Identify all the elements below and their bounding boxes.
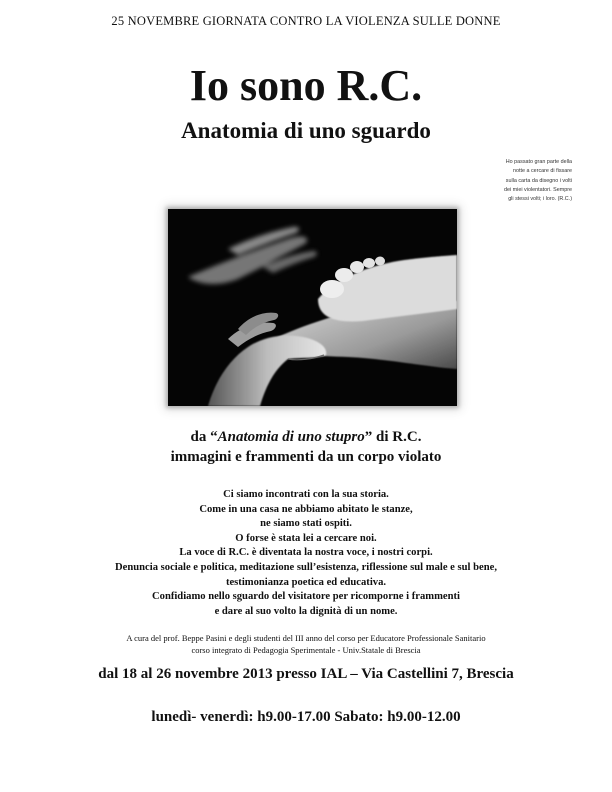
poster-photo xyxy=(168,209,457,406)
side-quote-line: notte a cercare di fissare xyxy=(512,168,572,175)
description-line: Ci siamo incontrati con la sua storia. xyxy=(223,489,389,500)
side-quote-line: sulla carta da disegno i volti xyxy=(505,177,572,184)
side-quote-line: dei miei violentatori. Sempre xyxy=(503,186,572,193)
source-work-line xyxy=(0,427,612,447)
opening-hours: lunedì- venerdì: h9.00-17.00 Sabato: h9.00-12.00 xyxy=(151,709,461,725)
event-dates-venue: dal 18 al 26 novembre 2013 presso IAL – Via Castellini 7, Brescia xyxy=(98,666,514,682)
event-header-line: 25 NOVEMBRE GIORNATA CONTRO LA VIOLENZA SULLE DONNE xyxy=(111,14,501,28)
credits-line: corso integrato di Pedagogia Sperimentale - Univ.Statale di Brescia xyxy=(191,644,421,655)
credits-line: A cura del prof. Beppe Pasini e degli studenti del III anno del corso per Educatore Professionale Sanitario xyxy=(126,633,486,643)
side-quote-line: gli stessi volti; i loro. (R.C.) xyxy=(508,196,572,203)
description-line: e dare al suo volto la dignità di un nome. xyxy=(214,605,398,617)
credits xyxy=(0,633,612,656)
description-line: testimonianza poetica ed educativa. xyxy=(225,576,387,588)
description-line: O forse è stata lei a cercare noi. xyxy=(235,532,377,544)
side-quote-line: Ho passato gran parte della xyxy=(505,159,572,165)
description-line: La voce di R.C. è diventata la nostra voce, i nostri corpi. xyxy=(179,547,433,559)
tagline: immagini e frammenti da un corpo violato xyxy=(170,449,442,465)
hands-and-feet-photo xyxy=(168,209,457,406)
side-quote xyxy=(468,158,572,204)
source-suffix: ” di R.C. xyxy=(364,429,422,445)
description-line: Come in una casa ne abbiamo abitato le stanze, xyxy=(199,503,413,515)
source-work-title: Anatomia di uno stupro xyxy=(217,429,365,445)
description-line: Denuncia sociale e politica, meditazione sull’esistenza, riflessione sul male e sul bene, xyxy=(115,561,497,573)
poster-subtitle: Anatomia di uno sguardo xyxy=(181,118,431,143)
description xyxy=(0,488,612,619)
source-prefix: da “ xyxy=(190,429,218,445)
poster-title: Io sono R.C. xyxy=(189,61,423,110)
description-line: Confidiamo nello sguardo del visitatore per ricomporne i frammenti xyxy=(152,591,460,603)
description-line: ne siamo stati ospiti. xyxy=(260,518,352,530)
